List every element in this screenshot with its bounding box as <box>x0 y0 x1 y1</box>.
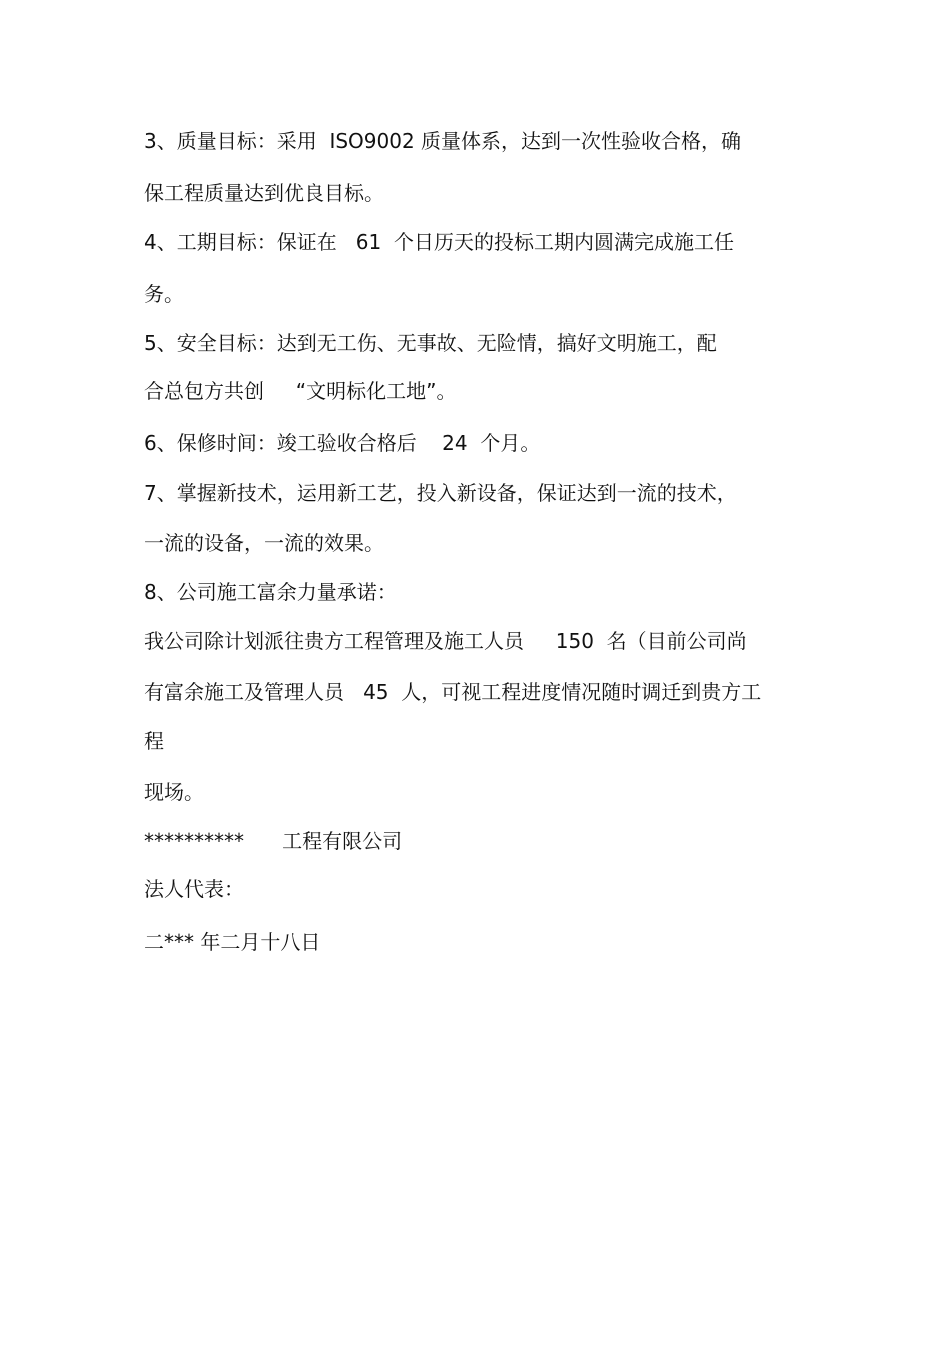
text-line-warranty: 6、保修时间：竣工验收合格后 24 个月。 <box>144 431 541 455</box>
text-line-commitment-heading: 8、公司施工富余力量承诺： <box>144 580 397 604</box>
text-line-commitment-body-3: 程 <box>144 729 164 753</box>
text-line-schedule-goal-cont: 务。 <box>144 282 184 306</box>
text-line-quality-goal: 3、质量目标：采用 ISO9002 质量体系，达到一次性验收合格，确 <box>144 129 742 153</box>
text-line-commitment-body-2: 有富余施工及管理人员 45 人，可视工程进度情况随时调迁到贵方工 <box>144 680 762 704</box>
text-line-legal-representative: 法人代表： <box>144 877 244 901</box>
text-line-commitment-body-4: 现场。 <box>144 780 204 804</box>
text-line-schedule-goal: 4、工期目标：保证在 61 个日历天的投标工期内圆满完成施工任 <box>144 230 734 254</box>
text-line-date: 二*** 年二月十八日 <box>144 930 321 954</box>
text-line-safety-goal-cont: 合总包方共创 “文明标化工地”。 <box>144 379 457 403</box>
text-line-company-name: ********** 工程有限公司 <box>144 829 403 853</box>
text-line-commitment-body-1: 我公司除计划派往贵方工程管理及施工人员 150 名（目前公司尚 <box>144 629 747 653</box>
text-line-new-tech: 7、掌握新技术，运用新工艺，投入新设备，保证达到一流的技术， <box>144 481 737 505</box>
text-line-new-tech-cont: 一流的设备，一流的效果。 <box>144 531 384 555</box>
text-line-quality-goal-cont: 保工程质量达到优良目标。 <box>144 181 384 205</box>
text-line-safety-goal: 5、安全目标：达到无工伤、无事故、无险情，搞好文明施工，配 <box>144 331 717 355</box>
